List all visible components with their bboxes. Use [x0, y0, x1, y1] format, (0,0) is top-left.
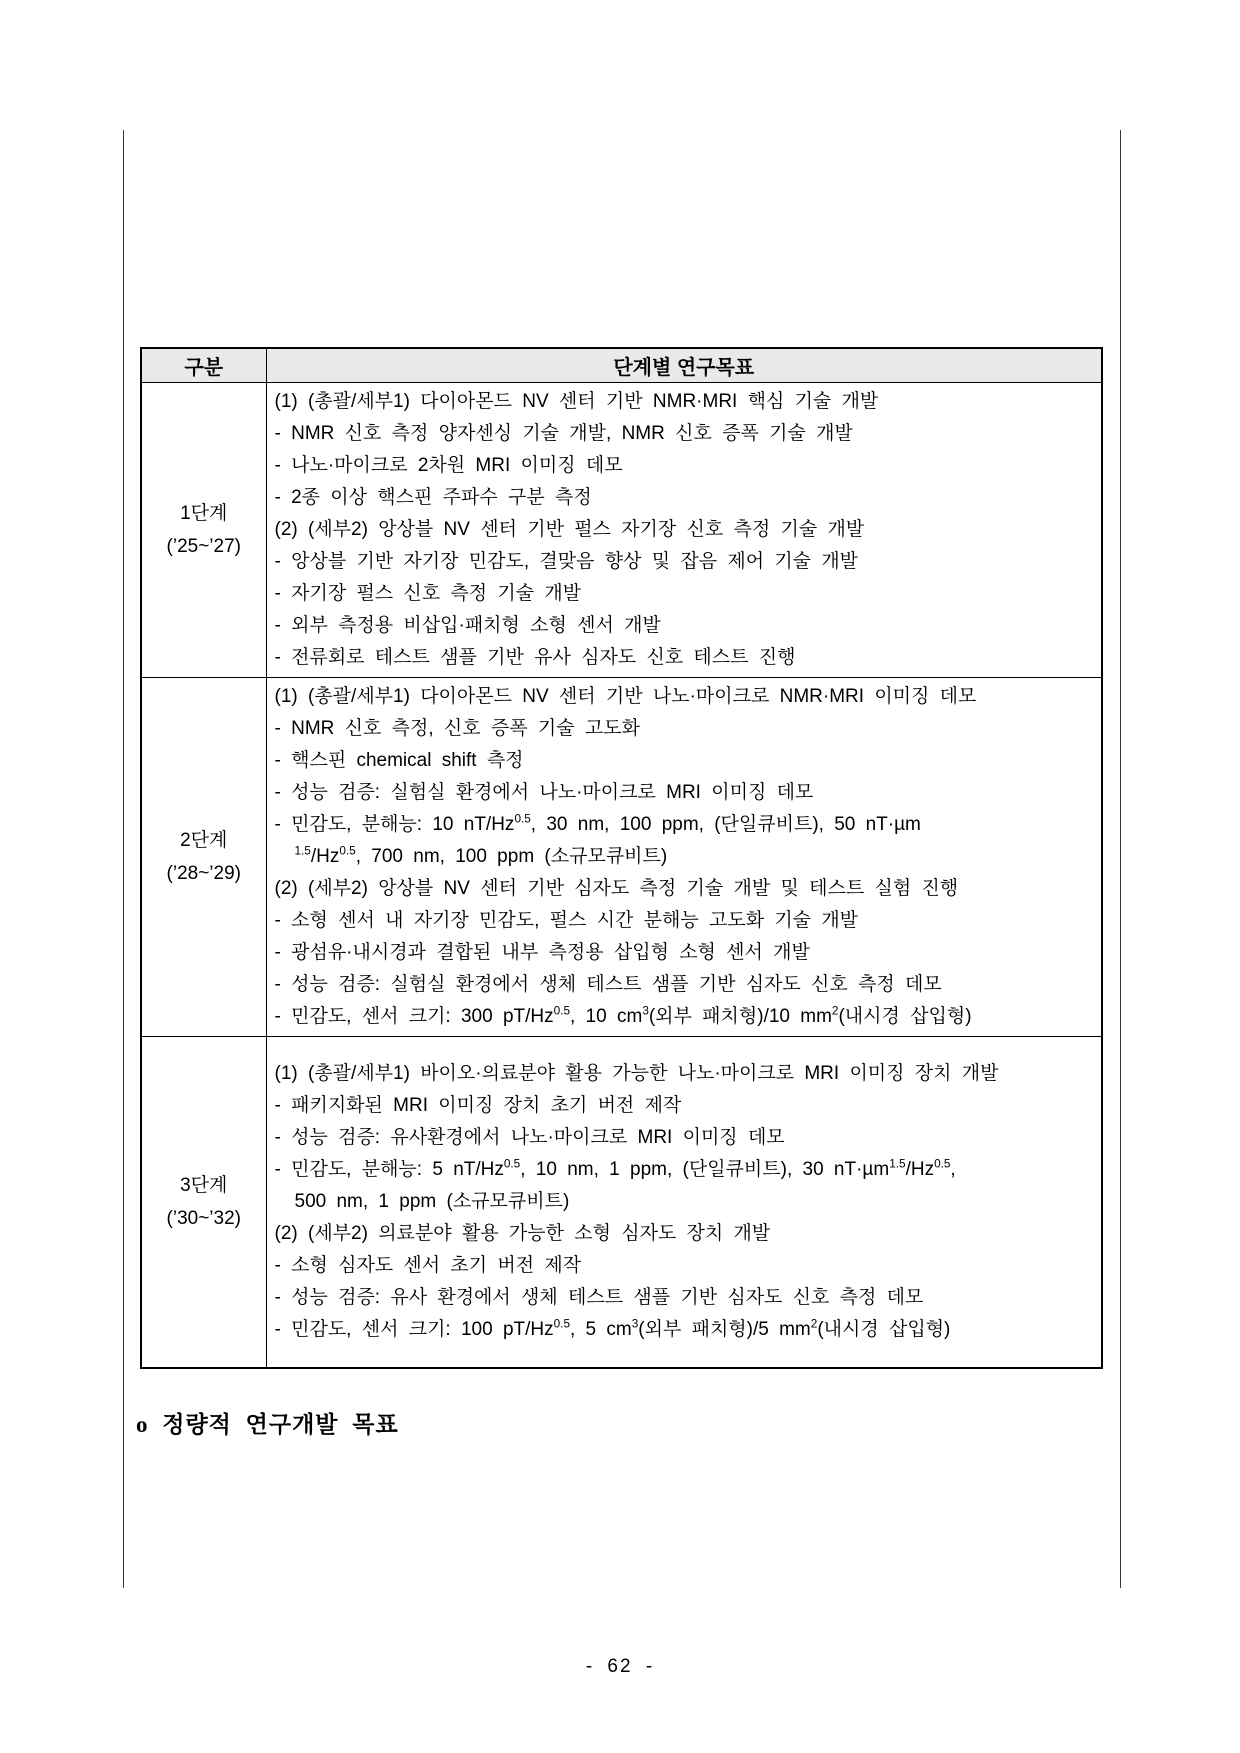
page-number: - 62 - [585, 1656, 655, 1677]
goal-line: - 핵스핀 chemical shift 측정 [274, 750, 524, 771]
goal-line: 500 nm, 1 ppm (소규모큐비트) [294, 1191, 570, 1212]
goal-line: (1) (총괄/세부1) 바이오·의료분야 활용 가능한 나노·마이크로 MRI 이미징 장치 개발 [274, 1063, 999, 1084]
goal-line: - 성능 검증: 유사환경에서 나노·마이크로 MRI 이미징 데모 [274, 1127, 785, 1148]
table-body [141, 383, 1102, 1369]
stage-label: 2단계 [180, 830, 228, 851]
goal-line: - 성능 검증: 유사 환경에서 생체 테스트 샘플 기반 심자도 신호 측정 데모 [274, 1287, 924, 1308]
goal-line: - 성능 검증: 실험실 환경에서 생체 테스트 샘플 기반 심자도 신호 측정 데모 [274, 974, 942, 995]
goal-line: - 민감도, 분해능: 10 $nT/Hz^{0.5}$, 30 nm, 100 ppm, (단일큐비트), 50 nT·µm [274, 812, 921, 835]
section-heading: o 정량적 연구개발 목표 [136, 1412, 399, 1437]
goal-line: - 민감도, 분해능: 5 $nT/Hz^{0.5}$, 10 nm, 1 ppm, (단일큐비트), 30 $nT\cdot\mu m^{1.5}/Hz^{0.5}$, [274, 1157, 956, 1180]
table-header-row [141, 348, 1102, 383]
goal-line: - 소형 센서 내 자기장 민감도, 펄스 시간 분해능 고도화 기술 개발 [274, 910, 859, 931]
goal-line: (2) (세부2) 앙상블 NV 센터 기반 심자도 측정 기술 개발 및 테스트 실험 진행 [274, 878, 959, 899]
stage-cell [141, 1037, 266, 1369]
goal-line: - 자기장 펄스 신호 측정 기술 개발 [274, 583, 582, 604]
goals-cell [266, 678, 1102, 1037]
goal-line: (1) (총괄/세부1) 다이아몬드 NV 센터 기반 나노·마이크로 NMR·MRI 이미징 데모 [274, 686, 977, 707]
table-row [141, 383, 1102, 678]
goal-line: $^{1.5}/Hz^{0.5}$, 700 nm, 100 ppm (소규모큐비트) [294, 844, 668, 867]
goal-line: - NMR 신호 측정 양자센싱 기술 개발, NMR 신호 증폭 기술 개발 [274, 423, 853, 444]
goal-line: - 2종 이상 핵스핀 주파수 구분 측정 [274, 487, 592, 508]
table-row [141, 1037, 1102, 1369]
stage-cell [141, 383, 266, 678]
goal-line: - 민감도, 센서 크기: 100 $pT/Hz^{0.5}$, 5 $cm^3$(외부 패치형)/5 $mm^2$(내시경 삽입형) [274, 1317, 951, 1340]
page-border-left [123, 130, 124, 1588]
col-header-stage-goals: 단계별 연구목표 [266, 348, 1102, 383]
goal-line: - 전류회로 테스트 샘플 기반 유사 심자도 신호 테스트 진행 [274, 647, 796, 668]
stage-label: 1단계 [180, 503, 228, 524]
goal-line: (1) (총괄/세부1) 다이아몬드 NV 센터 기반 NMR·MRI 핵심 기술 개발 [274, 391, 879, 412]
goal-line: - 성능 검증: 실험실 환경에서 나노·마이크로 MRI 이미징 데모 [274, 782, 814, 803]
goals-cell [266, 383, 1102, 678]
stage-period: (’30~’32) [166, 1208, 241, 1229]
table-row [141, 678, 1102, 1037]
stage-period: (’25~’27) [166, 536, 241, 557]
stage-goals-table-wrap [140, 347, 1103, 1369]
goal-line: - NMR 신호 측정, 신호 증폭 기술 고도화 [274, 718, 640, 739]
goal-line: - 패키지화된 MRI 이미징 장치 초기 버전 제작 [274, 1095, 682, 1116]
goal-line: - 앙상블 기반 자기장 민감도, 결맞음 향상 및 잡음 제어 기술 개발 [274, 551, 859, 572]
goal-line: - 광섬유·내시경과 결합된 내부 측정용 삽입형 소형 센서 개발 [274, 942, 810, 963]
goal-line: (2) (세부2) 앙상블 NV 센터 기반 펄스 자기장 신호 측정 기술 개발 [274, 519, 865, 540]
goal-line: - 소형 심자도 센서 초기 버전 제작 [274, 1255, 582, 1276]
goal-line: - 민감도, 센서 크기: 300 $pT/Hz^{0.5}$, 10 $cm^3$(외부 패치형)/10 $mm^2$(내시경 삽입형) [274, 1004, 972, 1027]
stage-cell [141, 678, 266, 1037]
goals-cell [266, 1037, 1102, 1369]
stage-label: 3단계 [180, 1175, 228, 1196]
stage-goals-table [140, 347, 1103, 1369]
goal-line: - 외부 측정용 비삽입·패치형 소형 센서 개발 [274, 615, 661, 636]
col-header-category: 구분 [141, 348, 266, 383]
goal-line: (2) (세부2) 의료분야 활용 가능한 소형 심자도 장치 개발 [274, 1223, 771, 1244]
stage-period: (’28~’29) [166, 863, 241, 884]
goal-line: - 나노·마이크로 2차원 MRI 이미징 데모 [274, 455, 623, 476]
page-border-right [1120, 130, 1121, 1588]
